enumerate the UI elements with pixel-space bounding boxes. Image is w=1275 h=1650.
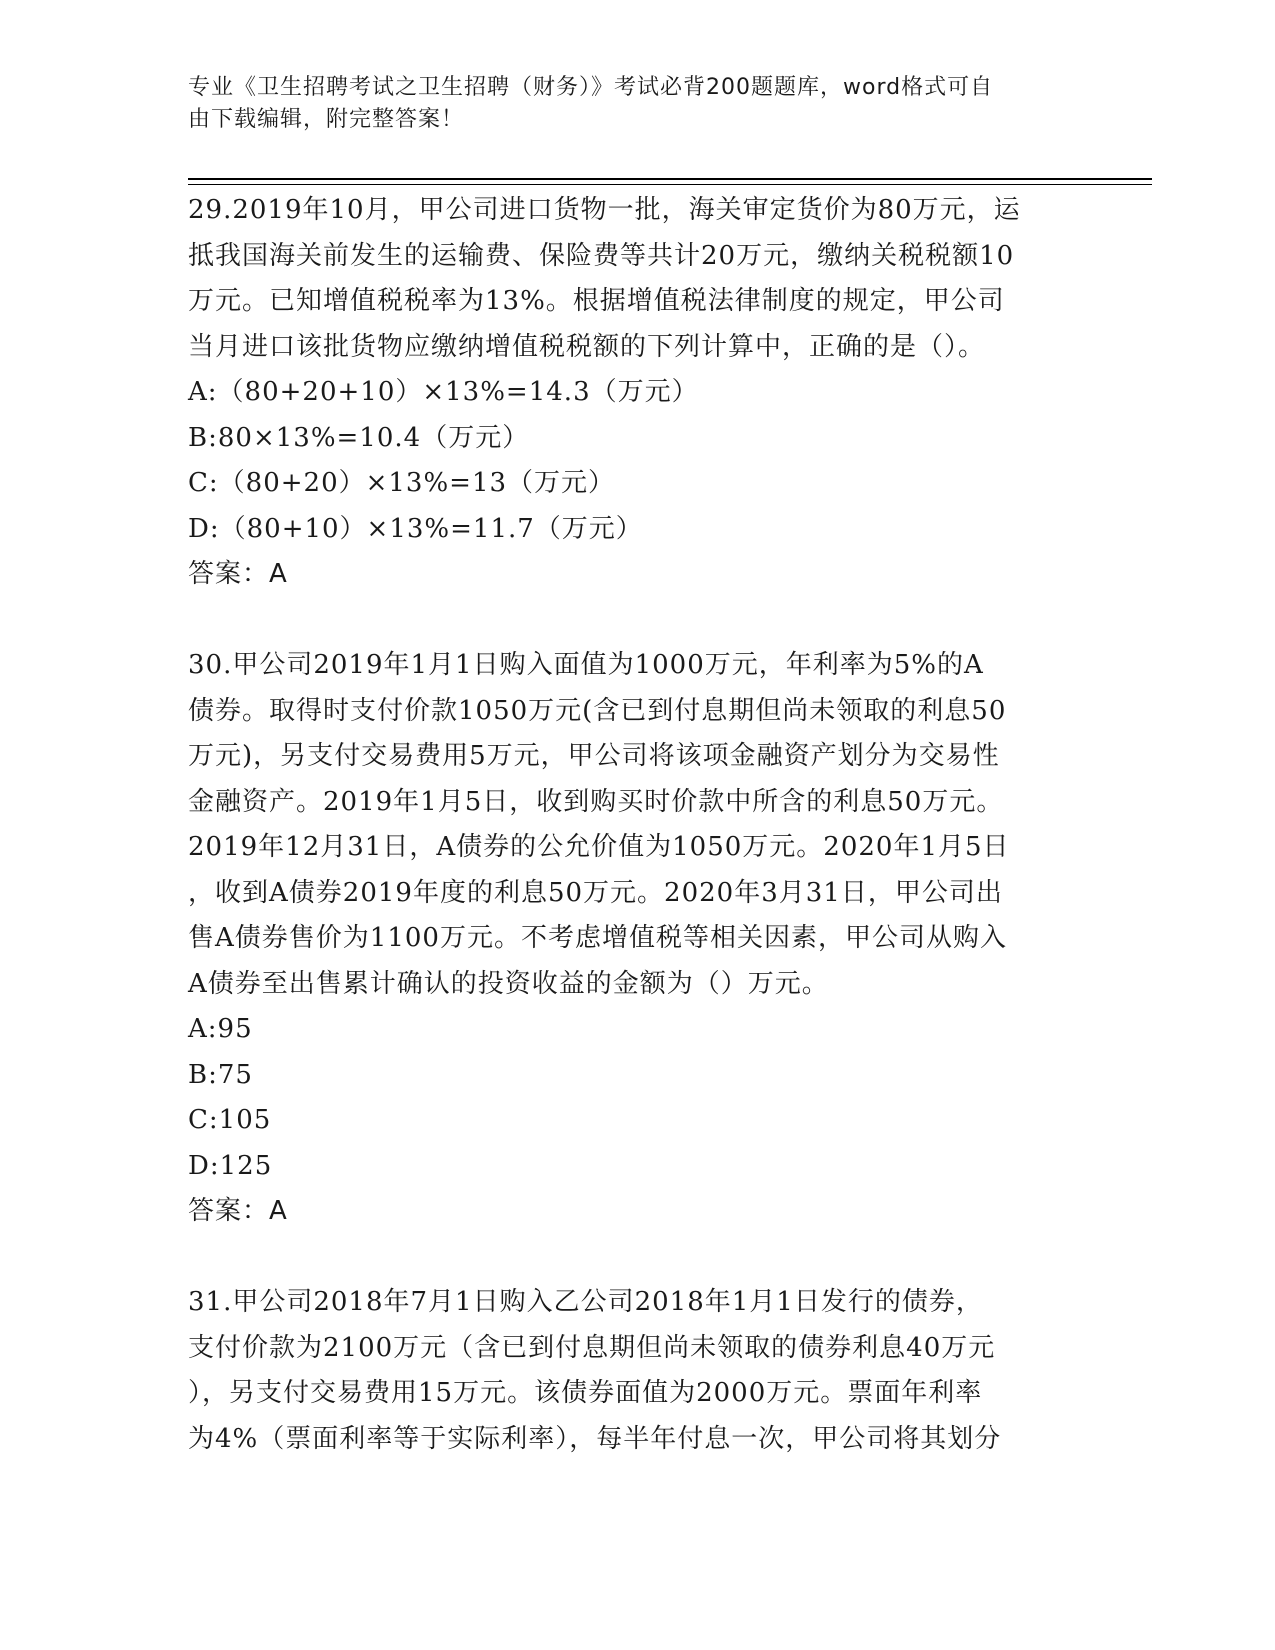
question-stem-line: 售A债券售价为1100万元。不考虑增值税等相关因素，甲公司从购入	[188, 923, 1007, 953]
question-stem-line: 万元。已知增值税税率为13%。根据增值税法律制度的规定，甲公司	[188, 286, 1005, 316]
question-stem-line: ，收到A债券2019年度的利息50万元。2020年3月31日，甲公司出	[188, 877, 1003, 908]
question-stem-line: 金融资产。2019年1月5日，收到购买时价款中所含的利息50万元。	[188, 786, 1004, 817]
option-b: B:75	[188, 1059, 253, 1090]
spacer	[188, 598, 1088, 644]
spacer	[188, 1235, 1088, 1281]
document-header	[188, 72, 1088, 136]
option-d: D:125	[188, 1150, 273, 1181]
option-d: D:（80+10）×13%=11.7（万元）	[188, 513, 643, 544]
question-stem-line: A债券至出售累计确认的投资收益的金额为（）万元。	[188, 968, 829, 999]
question-29	[188, 188, 1088, 598]
option-a: A:95	[188, 1014, 253, 1044]
answer-label: 答案：A	[188, 559, 288, 589]
question-stem-line: ），另支付交易费用15万元。该债券面值为2000万元。票面年利率	[188, 1378, 983, 1408]
option-c: C:105	[188, 1105, 272, 1135]
question-stem-line: 当月进口该批货物应缴纳增值税税额的下列计算中，正确的是（）。	[188, 331, 986, 362]
question-stem-line: 支付价款为2100万元（含已到付息期但尚未领取的债券利息40万元	[188, 1332, 996, 1363]
question-stem-line: 抵我国海关前发生的运输费、保险费等共计20万元，缴纳关税税额10	[188, 240, 1015, 271]
header-rule-thick	[188, 178, 1152, 180]
answer-label: 答案：A	[188, 1196, 288, 1226]
question-stem-line: 31.甲公司2018年7月1日购入乙公司2018年1月1日发行的债券，	[188, 1287, 983, 1317]
option-a: A:（80+20+10）×13%=14.3（万元）	[188, 377, 699, 407]
question-30	[188, 643, 1088, 1235]
option-c: C:（80+20）×13%=13（万元）	[188, 468, 616, 498]
option-b: B:80×13%=10.4（万元）	[188, 422, 530, 453]
header-line-2: 由下载编辑，附完整答案！	[188, 107, 465, 132]
header-rule-thin	[188, 184, 1152, 185]
question-stem-line: 为4%（票面利率等于实际利率），每半年付息一次，甲公司将其划分	[188, 1423, 1002, 1454]
header-line-1: 专业《卫生招聘考试之卫生招聘（财务）》考试必背200题题库，word格式可自	[188, 75, 994, 100]
question-stem-line: 2019年12月31日，A债券的公允价值为1050万元。2020年1月5日	[188, 832, 1010, 862]
question-stem-line: 万元)，另支付交易费用5万元，甲公司将该项金融资产划分为交易性	[188, 741, 1000, 771]
question-31	[188, 1280, 1088, 1462]
question-list	[188, 188, 1088, 1462]
question-stem-line: 30.甲公司2019年1月1日购入面值为1000万元，年利率为5%的A	[188, 650, 984, 680]
question-stem-line: 29.2019年10月，甲公司进口货物一批，海关审定货价为80万元，运	[188, 195, 1021, 225]
question-stem-line: 债券。取得时支付价款1050万元(含已到付息期但尚未领取的利息50	[188, 695, 1007, 726]
